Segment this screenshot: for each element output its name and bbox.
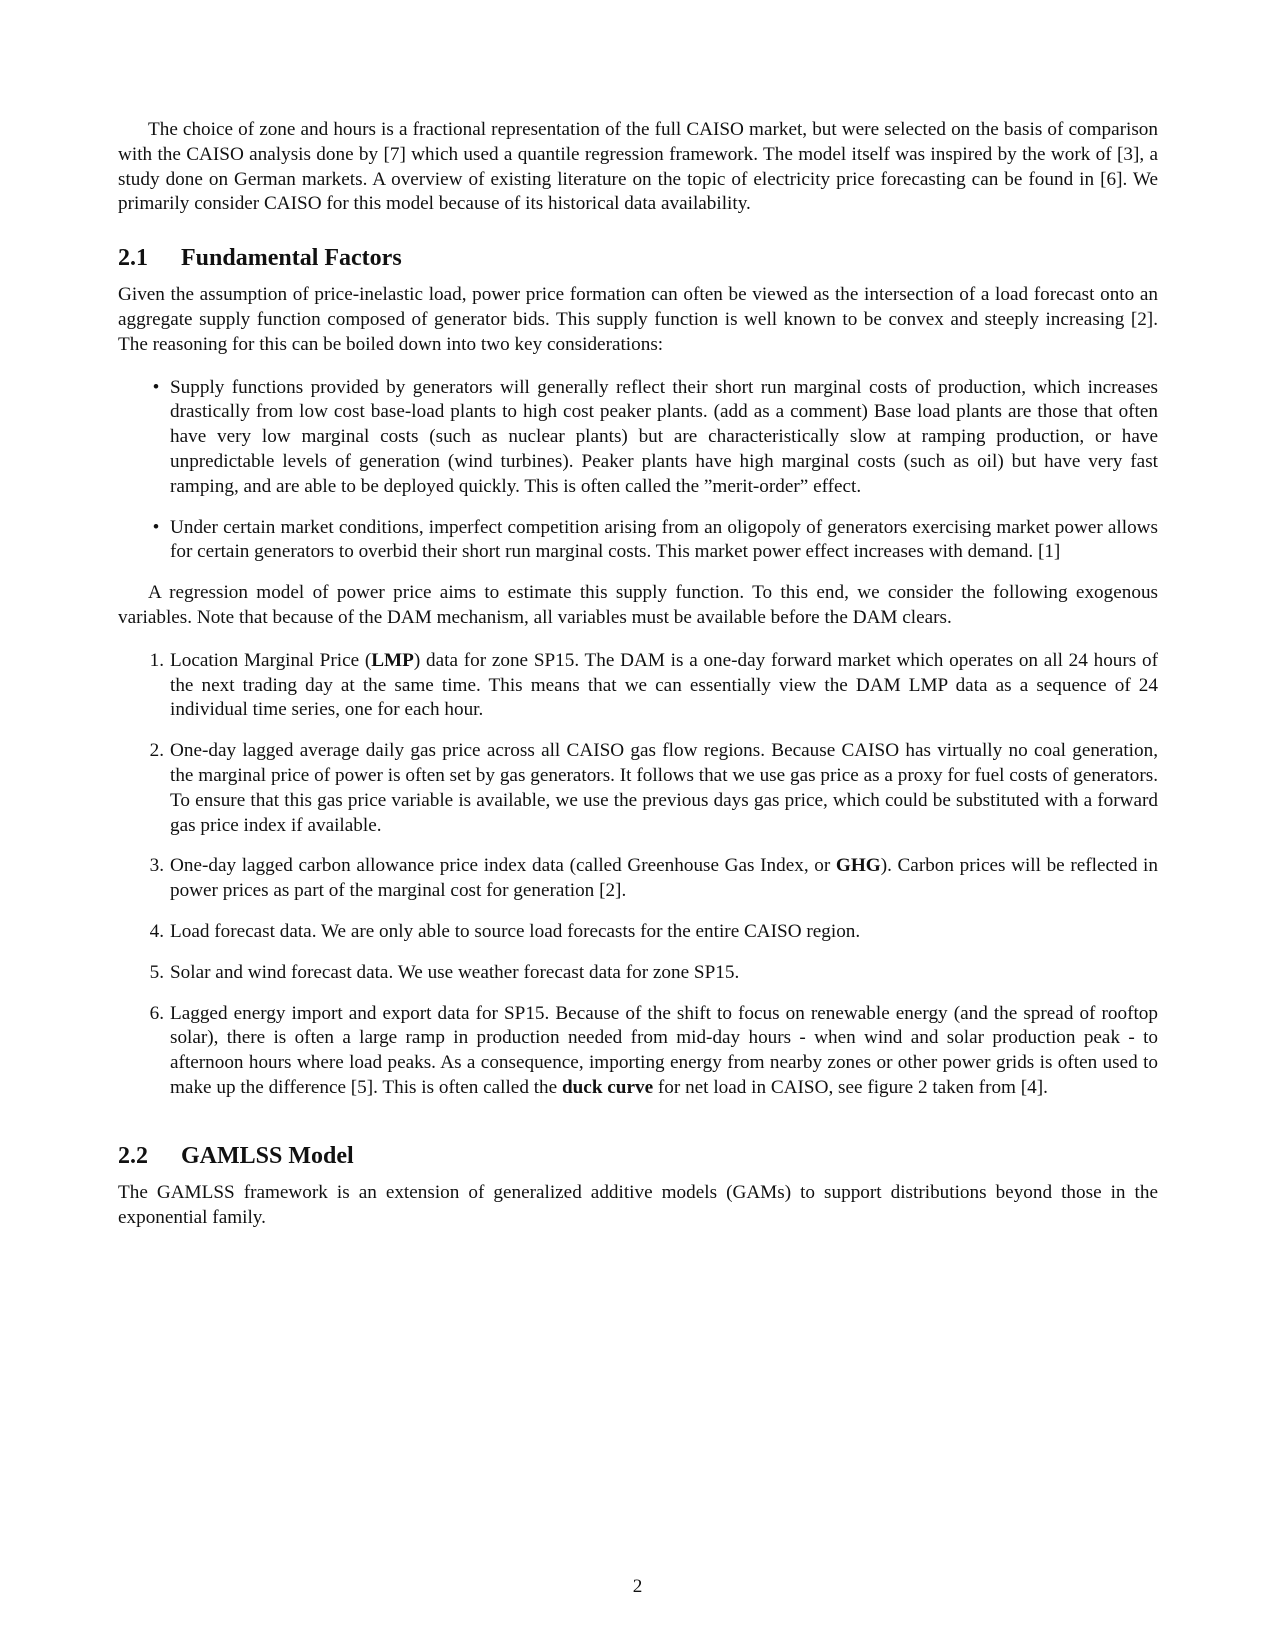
item-text: Location Marginal Price (: [170, 649, 372, 671]
item-text: Lagged energy import and export data for SP15. Because of the shift to focus on renewable energy (and the spread of rooftop solar), there is often a large ramp in production needed from mid-day hours - when wind and solar production peak - to afternoon hours where load peaks. As a consequence, importing energy from nearby zones or other power grids is often used to make up the difference [5]. This is often called the: [170, 1002, 1158, 1098]
enum-marker: 3.: [149, 855, 164, 877]
list-item-text: Under certain market conditions, imperfect competition arising from an oligopoly of generators exercising market power allows for certain generators to overbid their short run marginal costs. This market power effect increases with demand. [1]: [170, 516, 1158, 563]
item-text: Load forecast data. We are only able to source load forecasts for the entire CAISO region.: [170, 920, 861, 942]
section-title: Fundamental Factors: [181, 245, 402, 272]
page-number: 2: [632, 1576, 643, 1597]
enum-marker: 6.: [149, 1002, 164, 1024]
section-title: GAMLSS Model: [181, 1142, 354, 1169]
list-item: [118, 961, 1158, 986]
list-item: [118, 739, 1158, 838]
bullet-marker: •: [152, 376, 160, 398]
section-number: 2.1: [118, 245, 148, 272]
list-item: [118, 920, 1158, 945]
enum-marker: 2.: [149, 740, 164, 762]
bullet-marker: •: [152, 516, 160, 538]
gamlss-paragraph: The GAMLSS framework is an extension of generalized additive models (GAMs) to support distributions beyond those in the exponential family.: [118, 1181, 1158, 1228]
regression-paragraph: A regression model of power price aims to estimate this supply function. To this end, we consider the following exogenous variables. Note that because of the DAM mechanism, all variables must be available before the DAM clears.: [118, 582, 1158, 628]
item-text: One-day lagged carbon allowance price index data (called Greenhouse Gas Index, or: [170, 855, 836, 877]
section-heading-fundamental-factors: [118, 243, 1158, 273]
exogenous-variables-list: [118, 649, 1158, 1101]
item-bold: duck curve: [561, 1076, 654, 1098]
fundamental-factors-paragraph: Given the assumption of price-inelastic load, power price formation can often be viewed as the intersection of a load forecast onto an aggregate supply function composed of generator bids. This supply function is well known to be convex and steeply increasing [2]. The reasoning for this can be boiled down into two key considerations:: [118, 284, 1158, 355]
item-bold: LMP: [371, 649, 414, 671]
item-text-tail: ) data for zone SP15. The DAM is a one-day forward market which operates on all 24 hours of the next trading day at the same time. This means that we can essentially view the DAM LMP data as a sequence of 24 individual time series, one for each hour.: [170, 649, 1158, 721]
enum-marker: 4.: [149, 920, 164, 942]
enum-marker: 1.: [149, 649, 164, 671]
item-bold: GHG: [835, 855, 881, 877]
intro-paragraph: The choice of zone and hours is a fractional representation of the full CAISO market, but were selected on the basis of comparison with the CAISO analysis done by [7] which used a quantile regression framework. The model itself was inspired by the work of [3], a study done on German markets. A overview of existing literature on the topic of electricity price forecasting can be found in [6]. We primarily consider CAISO for this model because of its historical data availability.: [118, 119, 1158, 215]
list-item: [118, 516, 1158, 566]
item-text: One-day lagged average daily gas price across all CAISO gas flow regions. Because CAISO has virtually no coal generation, the marginal price of power is often set by gas generators. It follows that we use gas price as a proxy for fuel costs of generators. To ensure that this gas price variable is available, we use the previous days gas price, which could be substituted with a forward gas price index if available.: [170, 740, 1158, 836]
item-text: Solar and wind forecast data. We use weather forecast data for zone SP15.: [170, 961, 740, 983]
list-item-text: Supply functions provided by generators will generally reflect their short run marginal costs of production, which increases drastically from low cost base-load plants to high cost peaker plants. (add as a comment) Base load plants are those that often have very low marginal costs (such as nuclear plants) but are characteristically slow at ramping production, or have unpredictable levels of generation (wind turbines). Peaker plants have high marginal costs (such as oil) but have very fast ramping, and are able to be deployed quickly. This is often called the ”merit-order” effect.: [170, 376, 1158, 497]
list-item: [118, 854, 1158, 904]
list-item: [118, 649, 1158, 723]
enum-marker: 5.: [149, 961, 164, 983]
section-number: 2.2: [118, 1142, 148, 1169]
page-body: [118, 118, 1158, 1230]
list-item: [118, 376, 1158, 500]
list-item: [118, 1002, 1158, 1101]
item-text-tail: ). Carbon prices will be reflected in power prices as part of the marginal cost for generation [2].: [170, 855, 1158, 902]
item-text-tail: for net load in CAISO, see figure 2 taken from [4].: [653, 1076, 1048, 1098]
section-heading-gamlss-model: [118, 1141, 1158, 1171]
considerations-list: [118, 376, 1158, 566]
